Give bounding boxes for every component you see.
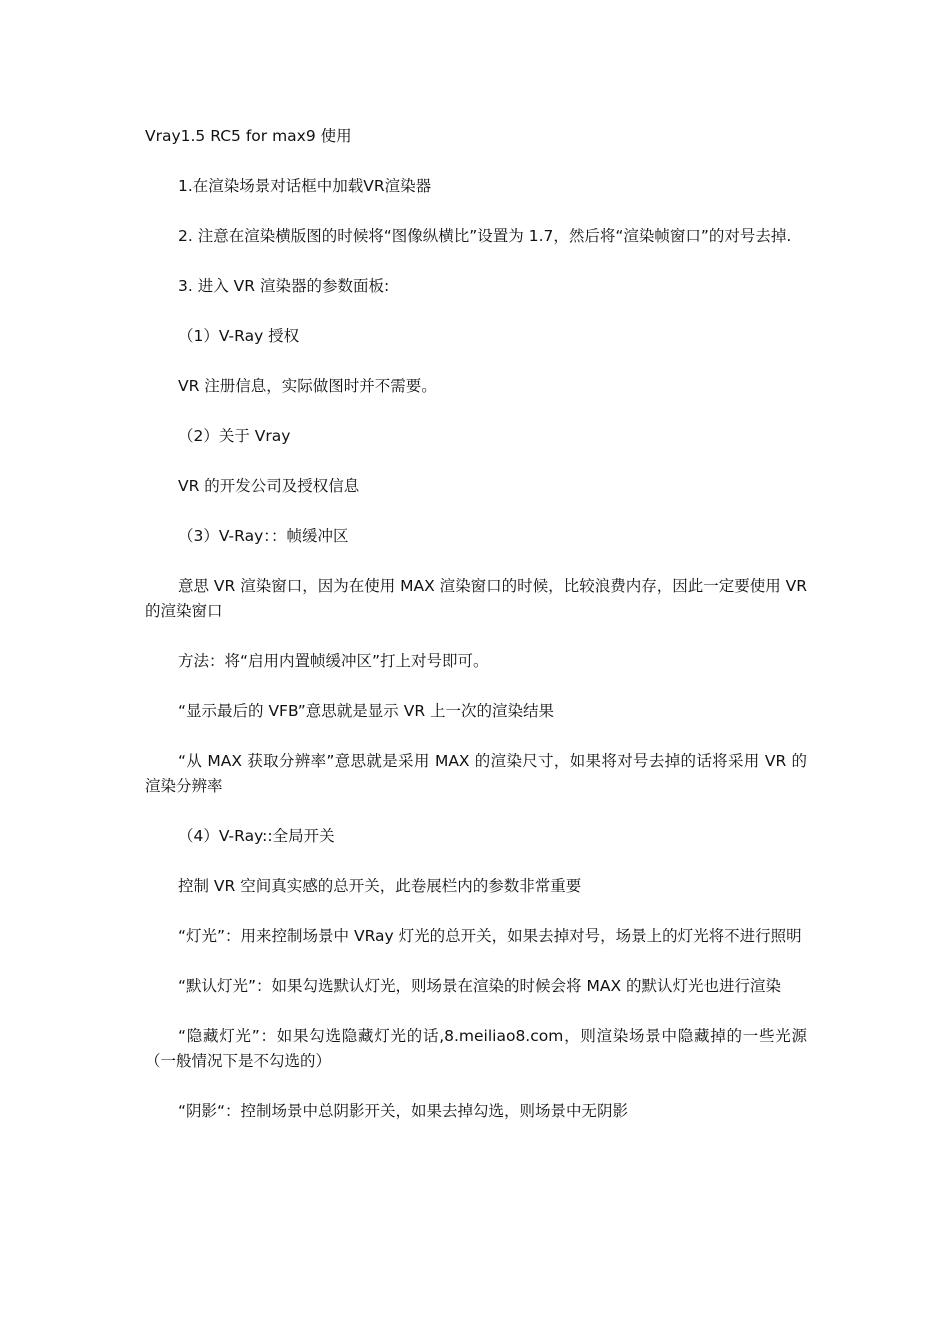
paragraph-4: （1）V-Ray 授权 xyxy=(178,327,300,345)
paragraph-13: （4）V-Ray::全局开关 xyxy=(178,827,335,845)
paragraph-2: 2. 注意在渲染横版图的时候将“图像纵横比”设置为 1.7，然后将“渲染帧窗口”的对号去掉. xyxy=(178,227,792,245)
paragraph-6: （2）关于 Vray xyxy=(178,427,291,445)
paragraph-7: VR 的开发公司及授权信息 xyxy=(178,477,360,495)
paragraph-12: “从 MAX 获取分辨率”意思就是采用 MAX 的渲染尺寸，如果将对号去掉的话将采用 VR 的渲染分辨率 xyxy=(145,752,807,795)
paragraph-16: “默认灯光”：如果勾选默认灯光，则场景在渲染的时候会将 MAX 的默认灯光也进行渲染 xyxy=(178,977,782,995)
paragraph-3: 3. 进入 VR 渲染器的参数面板: xyxy=(178,277,390,295)
paragraph-15: “灯光”：用来控制场景中 VRay 灯光的总开关，如果去掉对号，场景上的灯光将不进行照明 xyxy=(178,927,802,945)
paragraph-5: VR 注册信息，实际做图时并不需要。 xyxy=(178,377,437,395)
paragraph-18: “阴影“：控制场景中总阴影开关，如果去掉勾选，则场景中无阴影 xyxy=(178,1102,629,1120)
document-title: Vray1.5 RC5 for max9 使用 xyxy=(145,127,352,145)
paragraph-11: “显示最后的 VFB”意思就是显示 VR 上一次的渲染结果 xyxy=(178,702,555,720)
paragraph-17: “隐藏灯光”：如果勾选隐藏灯光的话,8.meiliao8.com，则渲染场景中隐藏掉的一些光源（一般情况下是不勾选的） xyxy=(145,1027,807,1070)
paragraph-14: 控制 VR 空间真实感的总开关，此卷展栏内的参数非常重要 xyxy=(178,877,582,895)
paragraph-9: 意思 VR 渲染窗口，因为在使用 MAX 渲染窗口的时候，比较浪费内存，因此一定要使用 VR 的渲染窗口 xyxy=(145,577,807,620)
paragraph-1: 1.在渲染场景对话框中加载VR渲染器 xyxy=(178,177,432,195)
paragraph-10: 方法：将“启用内置帧缓冲区”打上对号即可。 xyxy=(178,652,489,670)
document-body xyxy=(145,124,807,1149)
paragraph-8: （3）V-Ray：：帧缓冲区 xyxy=(178,527,349,545)
